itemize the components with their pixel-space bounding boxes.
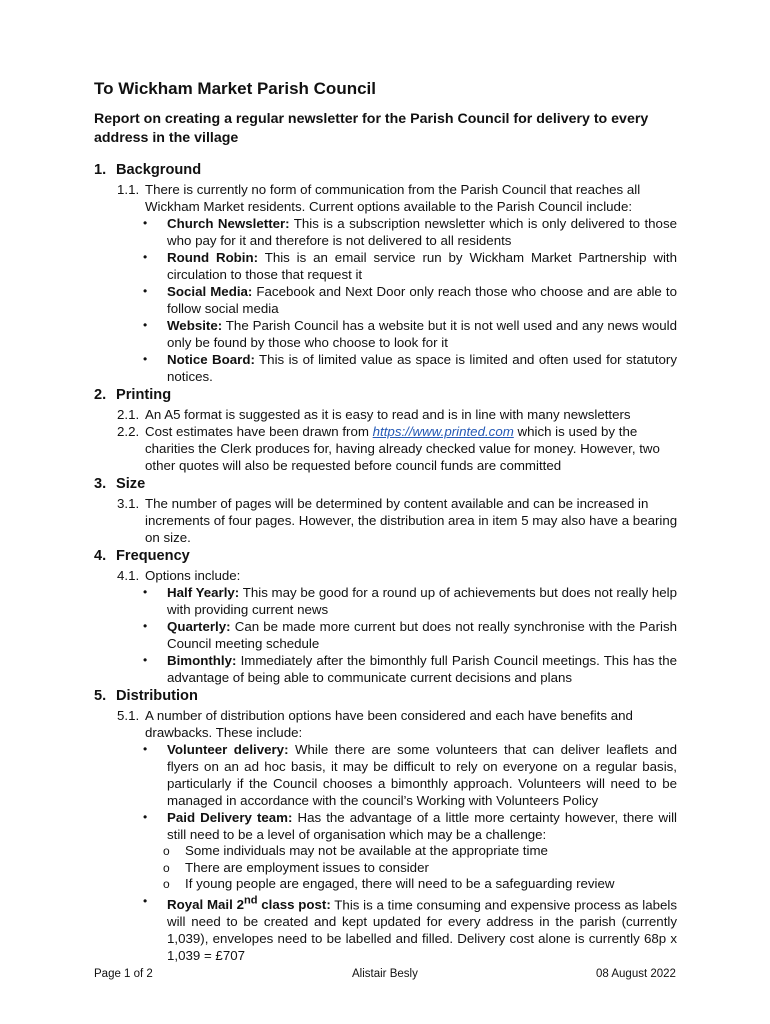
paragraph-number: 2.2. bbox=[117, 424, 140, 439]
list-item bbox=[0, 809, 770, 843]
item-label: Notice Board: bbox=[167, 352, 255, 367]
section-title: Printing bbox=[116, 387, 172, 403]
paragraph-text: There is currently no form of communication from the Parish Council that reaches all Wickham Market residents. Current options available to the Parish Council include: bbox=[145, 182, 641, 214]
item-label: Social Media: bbox=[167, 284, 253, 299]
section-number: 5. bbox=[94, 688, 107, 704]
paragraph-text: A number of distribution options have been considered and each have benefits and drawbacks. These include: bbox=[145, 708, 633, 740]
paragraph-number: 4.1. bbox=[117, 568, 140, 583]
bullet-icon: • bbox=[143, 619, 148, 633]
footer-author: Alistair Besly bbox=[352, 968, 418, 980]
item-text: This is a time consuming and expensive process as labels will need to be created and kept updated for every address in the parish (currently 1,039), envelopes need to be labelled and filled. Delivery cost alone is currently 68p x 1,039 = £707 bbox=[167, 896, 677, 963]
bullet-icon: • bbox=[143, 284, 148, 298]
bullet-icon: • bbox=[143, 810, 148, 824]
section-title: Size bbox=[116, 476, 146, 492]
printed-com-link[interactable]: https://www.printed.com bbox=[372, 424, 514, 439]
paragraph-text: Cost estimates have been drawn from bbox=[145, 424, 373, 439]
bullet-icon: • bbox=[143, 216, 148, 230]
section-heading bbox=[0, 546, 770, 567]
report-body bbox=[0, 160, 770, 964]
section-title: Frequency bbox=[116, 548, 190, 564]
report-subtitle: Report on creating a regular newsletter for the Parish Council for delivery to every address in the village bbox=[94, 111, 649, 146]
sub-item-text: Some individuals may not be available at the appropriate time bbox=[185, 843, 548, 858]
item-label: Church Newsletter: bbox=[167, 216, 290, 231]
sub-list-item bbox=[0, 860, 770, 877]
item-label: Volunteer delivery: bbox=[167, 742, 289, 757]
list-item bbox=[0, 584, 770, 618]
sub-list-item bbox=[0, 843, 770, 860]
paragraph-number: 5.1. bbox=[117, 708, 140, 723]
item-label-text: Royal Mail 2 bbox=[167, 896, 244, 912]
numbered-paragraph bbox=[0, 423, 770, 474]
section-number: 1. bbox=[94, 162, 107, 178]
section-title: Distribution bbox=[116, 688, 198, 704]
bullet-icon: • bbox=[143, 352, 148, 366]
section-heading bbox=[0, 474, 770, 495]
numbered-paragraph bbox=[0, 567, 770, 584]
bullet-icon: • bbox=[143, 893, 148, 908]
circle-bullet-icon: o bbox=[163, 844, 170, 858]
bullet-list bbox=[0, 584, 770, 686]
list-item bbox=[0, 652, 770, 686]
item-text: This is of limited value as space is limited and often used for statutory notices. bbox=[167, 352, 677, 384]
bullet-icon: • bbox=[143, 585, 148, 599]
item-label: Bimonthly: bbox=[167, 653, 237, 668]
sub-item-text: There are employment issues to consider bbox=[185, 859, 429, 875]
section-heading bbox=[0, 686, 770, 707]
list-item bbox=[0, 317, 770, 351]
item-text: Facebook and Next Door only reach those who choose and are able to follow social media bbox=[167, 284, 677, 316]
footer-date: 08 August 2022 bbox=[596, 968, 676, 980]
item-text: Immediately after the bimonthly full Parish Council meetings. This has the advantage of being able to communicate current decisions and plans bbox=[167, 653, 677, 685]
item-label-text: class post: bbox=[257, 896, 331, 912]
ordinal-suffix: nd bbox=[243, 894, 258, 907]
section-number: 3. bbox=[94, 476, 107, 492]
section-title: Background bbox=[116, 162, 202, 178]
bullet-icon: • bbox=[143, 250, 148, 264]
paragraph-text: which is used by the charities the Clerk produces for, having already checked value for money. However, two other quotes will also be requested before council funds are committed bbox=[145, 424, 660, 473]
item-text: Can be made more current but does not really synchronise with the Parish Council meeting schedule bbox=[167, 619, 677, 651]
bullet-icon: • bbox=[143, 318, 148, 332]
item-text: While there are some volunteers that can deliver leaflets and flyers on an ad hoc basis, it may be difficult to rely on everyone on a regular basis, particularly if the Council chooses a bimonthly approach. Volunteers will need to be managed in accordance with the council’s Working with Volunteers Policy bbox=[167, 742, 677, 808]
numbered-paragraph bbox=[0, 406, 770, 423]
section-number: 2. bbox=[94, 387, 107, 403]
list-item bbox=[0, 893, 770, 964]
item-text: The Parish Council has a website but it is not well used and any news would only be found by those who choose to look for it bbox=[167, 318, 677, 350]
list-item bbox=[0, 351, 770, 385]
bullet-list bbox=[0, 741, 770, 964]
section-heading bbox=[0, 385, 770, 406]
section-number: 4. bbox=[94, 548, 107, 564]
list-item bbox=[0, 283, 770, 317]
section-heading bbox=[0, 160, 770, 181]
paragraph-number: 1.1. bbox=[117, 182, 140, 197]
sub-list-item bbox=[0, 876, 770, 893]
list-item bbox=[0, 618, 770, 652]
paragraph-number: 2.1. bbox=[117, 407, 140, 422]
paragraph-number: 3.1. bbox=[117, 496, 140, 511]
item-label: Quarterly: bbox=[167, 619, 231, 634]
paragraph-text: An A5 format is suggested as it is easy to read and is in line with many newsletters bbox=[145, 407, 631, 422]
item-label: Website: bbox=[167, 318, 223, 333]
paragraph-text: Options include: bbox=[145, 568, 241, 583]
circle-bullet-icon: o bbox=[163, 860, 170, 875]
item-label: Round Robin: bbox=[167, 250, 259, 265]
circle-bullet-icon: o bbox=[163, 877, 170, 891]
item-text: This may be good for a round up of achievements but does not really help with providing current news bbox=[167, 585, 678, 617]
paragraph-text: The number of pages will be determined by content available and can be increased in increments of four pages. However, the distribution area in item 5 may also have a bearing on size. bbox=[145, 496, 678, 545]
document-title: To Wickham Market Parish Council bbox=[94, 79, 376, 98]
bullet-icon: • bbox=[143, 742, 148, 756]
item-label: Paid Delivery team: bbox=[167, 810, 293, 825]
footer-page-number: Page 1 of 2 bbox=[94, 968, 153, 980]
list-item bbox=[0, 249, 770, 283]
bullet-icon: • bbox=[143, 653, 148, 667]
numbered-paragraph bbox=[0, 495, 770, 546]
sub-item-text: If young people are engaged, there will need to be a safeguarding review bbox=[185, 876, 615, 891]
item-text: Has the advantage of a little more certainty however, there will still need to be a level of organisation which may be a challenge: bbox=[167, 810, 678, 842]
numbered-paragraph bbox=[0, 181, 770, 215]
item-label bbox=[167, 894, 331, 912]
item-text: This is an email service run by Wickham Market Partnership with circulation to those that request it bbox=[167, 250, 677, 282]
list-item bbox=[0, 215, 770, 249]
list-item bbox=[0, 741, 770, 809]
numbered-paragraph bbox=[0, 707, 770, 741]
item-label: Half Yearly: bbox=[167, 585, 240, 600]
bullet-list bbox=[0, 215, 770, 385]
item-text: This is a subscription newsletter which is only delivered to those who pay for it and therefore is not delivered to all residents bbox=[167, 216, 677, 248]
